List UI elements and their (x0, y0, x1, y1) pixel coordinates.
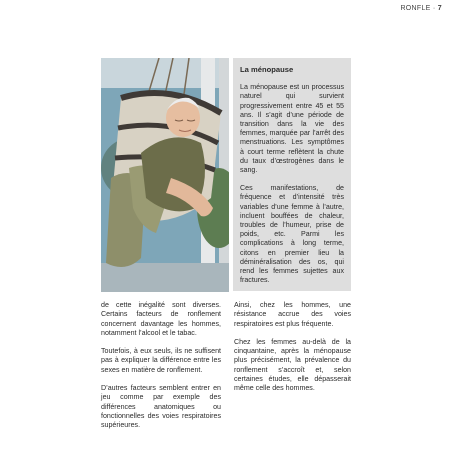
left-paragraph-1: de cette inégalité sont diverses. Certains facteurs de ronflement concernent davantage les hommes, notamment l’alcool et le tabac. (101, 301, 221, 337)
menopause-sidebar (233, 58, 351, 291)
header-separator: · (432, 5, 436, 12)
sidebar-paragraph-1: La ménopause est un processus naturel qui survient progressivement entre 45 et 55 ans. Il s’agit d’une période de transition dans la vie des femmes, marquée par l’arrêt des menstruations. Les symptômes à court terme reflètent la chute du taux d’œstrogènes dans le sang. (240, 83, 344, 175)
man-in-hammock-photo (101, 58, 229, 292)
right-paragraph-2: Chez les femmes au-delà de la cinquantaine, après la ménopause plus précisément, la prévalence du ronflement s’accroît et, selon certaines études, elle dépasserait même celle des hommes. (234, 337, 351, 393)
text-column-left (101, 301, 221, 440)
left-paragraph-2: Toutefois, à eux seuls, ils ne suffisent pas à expliquer la différence entre les sexes en matière de ronflement. (101, 347, 221, 374)
left-paragraph-3: D’autres facteurs semblent entrer en jeu comme par exemple des différences anatomiques ou fonctionnelles des voies respiratoires supérieures. (101, 384, 221, 430)
right-paragraph-1: Ainsi, chez les hommes, une résistance accrue des voies respiratoires est plus fréquente. (234, 301, 351, 328)
sidebar-paragraph-2: Ces manifestations, de fréquence et d’intensité très variables d’une femme à l’autre, incluent bouffées de chaleur, troubles de l’humeur, prise de poids, etc. Parmi les complications à long terme, citons en premier lieu la déminéralisation des os, qui rend les femmes sujettes aux fractures. (240, 184, 344, 285)
text-column-right (234, 301, 351, 403)
running-header (400, 5, 442, 12)
section-title: RONFLE (400, 5, 431, 12)
page-number: 7 (437, 5, 442, 12)
sidebar-title: La ménopause (240, 65, 294, 74)
